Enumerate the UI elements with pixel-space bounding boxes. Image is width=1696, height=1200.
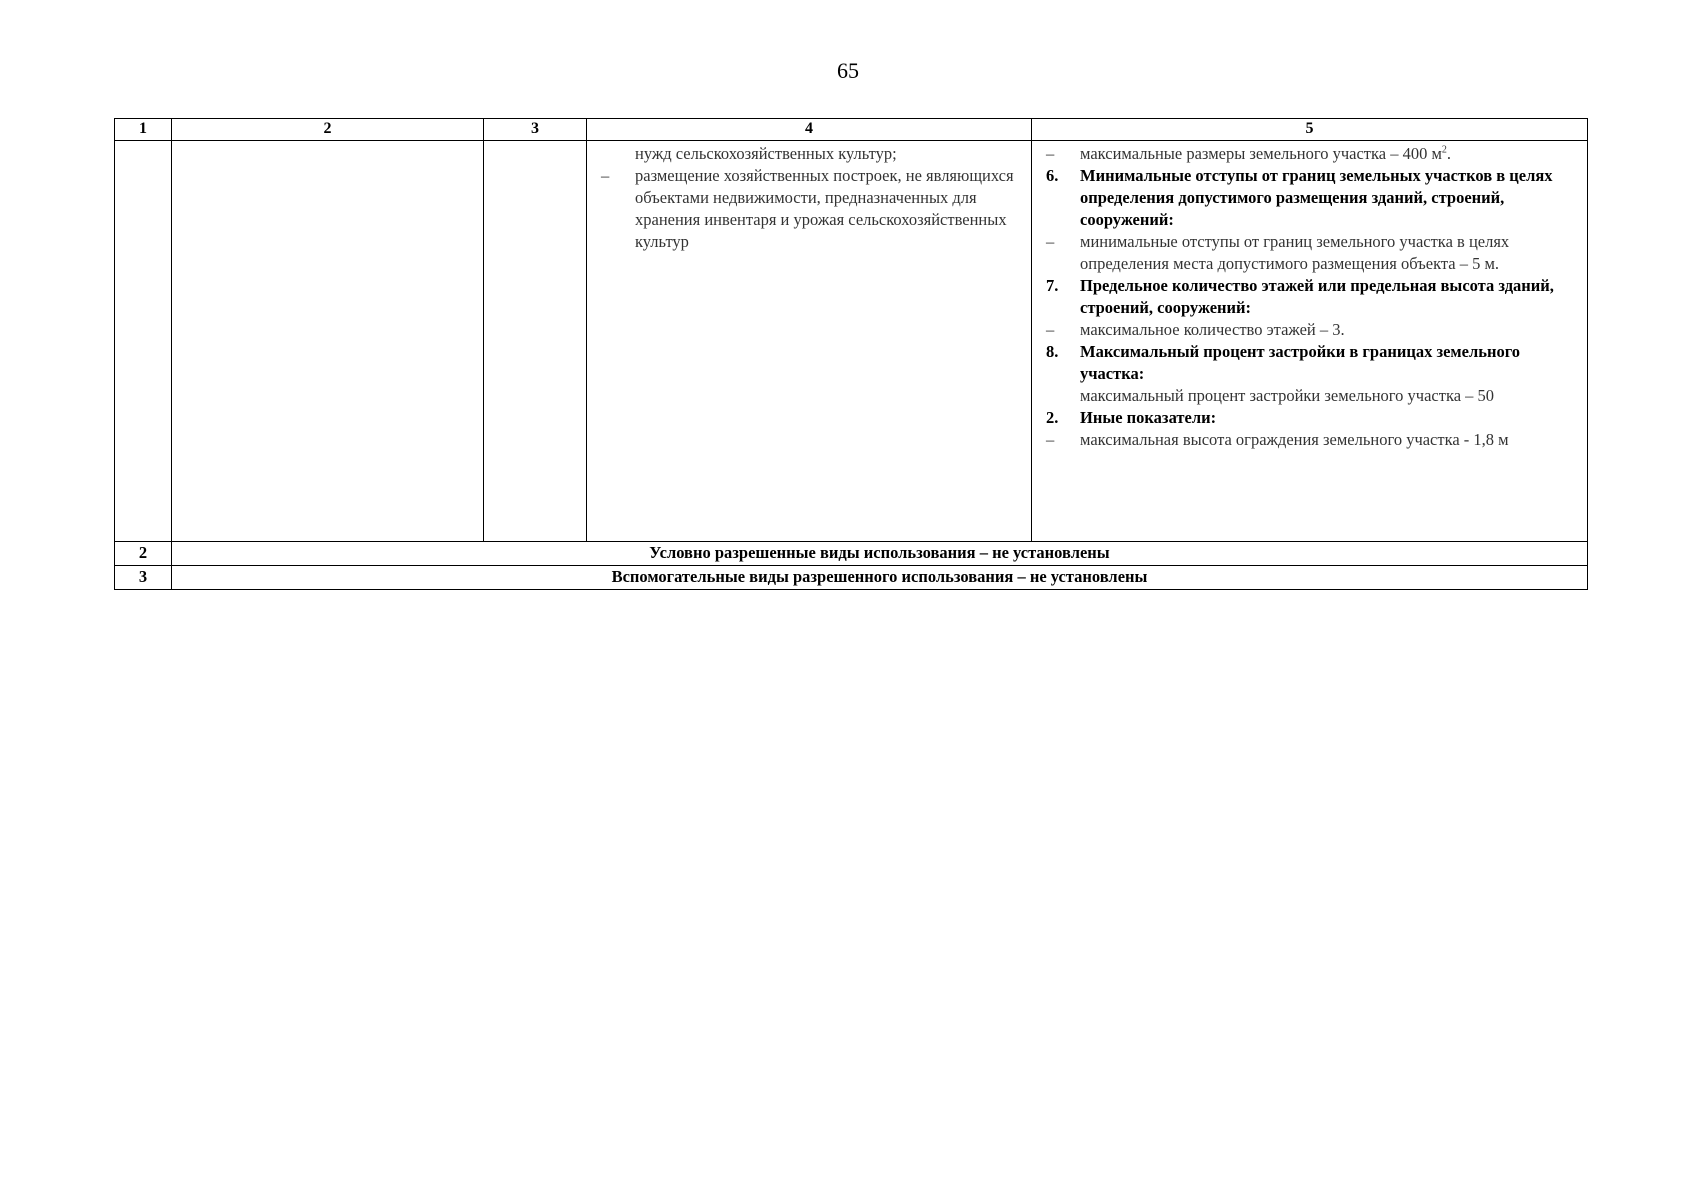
table-row <box>115 566 1588 590</box>
section-title: Иные показатели: <box>1080 408 1217 427</box>
header-col-3: 3 <box>484 119 587 141</box>
section-number: 6. <box>1046 166 1059 185</box>
dash-marker: – <box>1046 320 1055 339</box>
row-text: Вспомогательные виды разрешенного использования – не установлены <box>172 566 1588 590</box>
table-header-row <box>115 119 1588 141</box>
row-number: 2 <box>115 542 172 566</box>
superscript: 2 <box>1441 144 1447 156</box>
cell-col-4 <box>587 141 1032 542</box>
dash-marker: – <box>601 166 610 185</box>
cell-col-5 <box>1032 141 1588 542</box>
section-heading <box>1046 341 1579 385</box>
col4-continuation: нужд сельскохозяйственных культур; <box>635 144 897 163</box>
dash-marker: – <box>1046 430 1055 449</box>
table-row <box>115 141 1588 542</box>
cell-col-2 <box>172 141 484 542</box>
header-col-1: 1 <box>115 119 172 141</box>
dash-marker: – <box>1046 232 1055 251</box>
regulations-table <box>114 118 1588 590</box>
section-heading <box>1046 407 1579 429</box>
list-item <box>1046 319 1579 341</box>
list-item-text: максимальное количество этажей – 3. <box>1080 320 1345 339</box>
header-col-5: 5 <box>1032 119 1588 141</box>
section-number: 8. <box>1046 342 1059 361</box>
max-size-tail: . <box>1446 144 1452 163</box>
cell-col-3 <box>484 141 587 542</box>
list-item <box>1046 429 1579 451</box>
header-col-2: 2 <box>172 119 484 141</box>
list-item-text: максимальный процент застройки земельного участка – 50 <box>1080 386 1495 405</box>
table-row <box>115 542 1588 566</box>
section-heading <box>1046 165 1579 231</box>
section-number: 7. <box>1046 276 1059 295</box>
list-item-text: максимальная высота ограждения земельного участка - 1,8 м <box>1080 430 1509 449</box>
list-item-text: минимальные отступы от границ земельного участка в целях определения места допустимого размещения объекта – 5 м. <box>1080 232 1510 273</box>
header-col-4: 4 <box>587 119 1032 141</box>
section-title: Минимальные отступы от границ земельных участков в целях определения допустимого размещения зданий, строений, сооружений: <box>1080 166 1553 229</box>
dash-marker: – <box>1046 144 1055 163</box>
max-size-text: максимальные размеры земельного участка – 400 м <box>1080 144 1442 163</box>
section-title: Предельное количество этажей или предельная высота зданий, строений, сооружений: <box>1080 276 1554 317</box>
section-title: Максимальный процент застройки в границах земельного участка: <box>1080 342 1521 383</box>
list-item <box>601 165 1023 253</box>
row-number: 3 <box>115 566 172 590</box>
cell-col-1 <box>115 141 172 542</box>
page-number: 65 <box>837 58 859 83</box>
list-item <box>1046 231 1579 275</box>
section-heading <box>1046 275 1579 319</box>
section-number: 2. <box>1046 408 1059 427</box>
row-text: Условно разрешенные виды использования – не установлены <box>172 542 1588 566</box>
list-item <box>1046 143 1579 165</box>
list-item-text: размещение хозяйственных построек, не являющихся объектами недвижимости, предназначенных для хранения инвентаря и урожая сельскохозяйственных культур <box>635 166 1014 251</box>
